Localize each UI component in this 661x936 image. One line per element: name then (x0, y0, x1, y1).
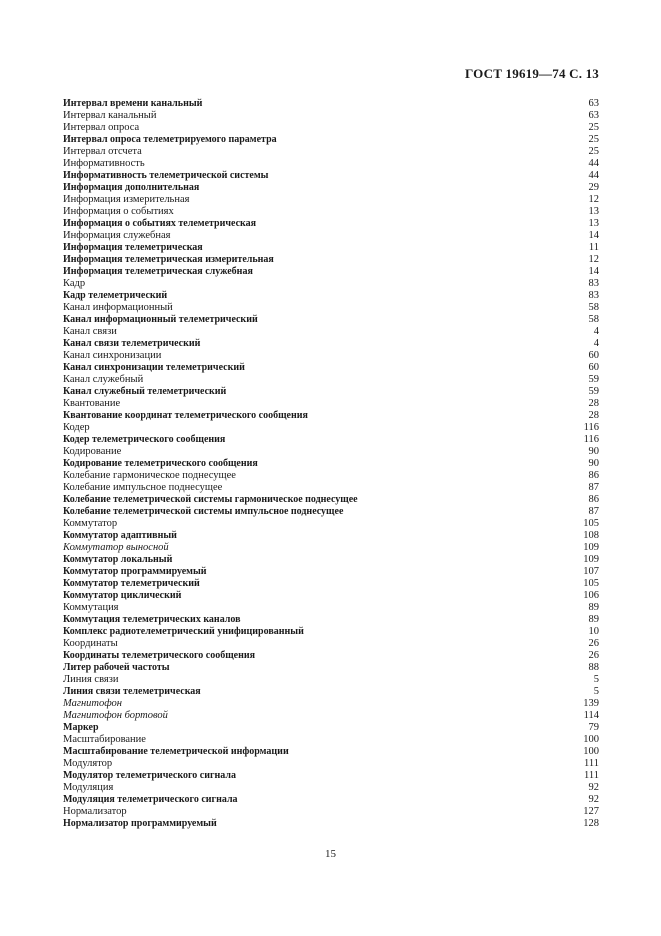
index-page-ref: 83 (588, 278, 599, 289)
index-page-ref: 13 (588, 206, 599, 217)
index-term: Колебание телеметрической системы гармоническое поднесущее (63, 494, 358, 505)
index-entry (63, 734, 599, 746)
index-entry (63, 254, 599, 266)
index-entry (63, 170, 599, 182)
index-entry (63, 194, 599, 206)
index-page-ref: 60 (588, 362, 599, 373)
index-page-ref: 127 (583, 806, 599, 817)
index-entry (63, 566, 599, 578)
index-entry (63, 578, 599, 590)
index-page-ref: 86 (588, 494, 599, 505)
index-entry (63, 722, 599, 734)
index-entry (63, 350, 599, 362)
index-term: Коммутатор (63, 518, 118, 529)
index-entry (63, 506, 599, 518)
index-term: Масштабирование (63, 734, 146, 745)
index-term: Кодер телеметрического сообщения (63, 434, 226, 445)
index-entry (63, 590, 599, 602)
index-page-ref: 139 (583, 698, 599, 709)
index-term: Канал синхронизации телеметрический (63, 362, 245, 373)
index-entry (63, 662, 599, 674)
index-entry (63, 758, 599, 770)
index-page-ref: 25 (588, 146, 599, 157)
index-entry (63, 650, 599, 662)
index-page-ref: 108 (583, 530, 599, 541)
index-term: Модулятор телеметрического сигнала (63, 770, 236, 781)
index-term: Коммутатор выносной (63, 542, 169, 553)
index-page-ref: 87 (588, 506, 599, 517)
index-page-ref: 5 (593, 686, 599, 697)
index-term: Коммутатор локальный (63, 554, 173, 565)
index-page-ref: 44 (588, 170, 599, 181)
index-entry (63, 518, 599, 530)
index-page-ref: 26 (588, 650, 599, 661)
index-entry (63, 338, 599, 350)
index-page-ref: 116 (583, 422, 599, 433)
index-term: Кадр телеметрический (63, 290, 168, 301)
index-entry (63, 410, 599, 422)
index-page-ref: 63 (588, 98, 599, 109)
index-page-ref: 10 (588, 626, 599, 637)
index-entry (63, 182, 599, 194)
index-term: Информация служебная (63, 230, 171, 241)
index-page-ref: 114 (583, 710, 599, 721)
document-header: ГОСТ 19619—74 С. 13 (465, 66, 599, 81)
index-page-ref: 28 (588, 410, 599, 421)
index-term: Магнитофон бортовой (63, 710, 168, 721)
index-entry (63, 266, 599, 278)
index-page-ref: 111 (584, 758, 599, 769)
index-entry (63, 386, 599, 398)
index-page-ref: 86 (588, 470, 599, 481)
index-term: Модуляция телеметрического сигнала (63, 794, 238, 805)
index-entry (63, 302, 599, 314)
index-entry (63, 122, 599, 134)
index-page-ref: 25 (588, 122, 599, 133)
index-term: Квантование координат телеметрического сообщения (63, 410, 308, 421)
index-term: Кадр (63, 278, 86, 289)
index-entry (63, 530, 599, 542)
index-entry (63, 782, 599, 794)
index-term: Интервал времени канальный (63, 98, 203, 109)
index-term: Масштабирование телеметрической информации (63, 746, 289, 757)
index-entry (63, 698, 599, 710)
index-page-ref: 14 (588, 230, 599, 241)
index-entry (63, 446, 599, 458)
index-entry (63, 398, 599, 410)
index-page-ref: 11 (588, 242, 599, 253)
index-page-ref: 4 (593, 338, 599, 349)
index-page-ref: 128 (583, 818, 599, 829)
index-page-ref: 83 (588, 290, 599, 301)
index-entry (63, 674, 599, 686)
index-entry (63, 818, 599, 830)
index-entry (63, 206, 599, 218)
index-page-ref: 59 (588, 374, 599, 385)
index-entry (63, 710, 599, 722)
index-entry (63, 746, 599, 758)
index-entry (63, 278, 599, 290)
index-term: Интервал канальный (63, 110, 157, 121)
index-entry (63, 626, 599, 638)
index-entry (63, 806, 599, 818)
index-page-ref: 109 (583, 542, 599, 553)
index-page-ref: 14 (588, 266, 599, 277)
index-entry (63, 230, 599, 242)
index-term: Интервал опроса (63, 122, 140, 133)
index-entry (63, 98, 599, 110)
index-term: Канал связи (63, 326, 117, 337)
index-entry (63, 290, 599, 302)
index-term: Информативность (63, 158, 145, 169)
index-page-ref: 26 (588, 638, 599, 649)
index-entry (63, 542, 599, 554)
index-page-ref: 89 (588, 602, 599, 613)
index-term: Коммутатор адаптивный (63, 530, 177, 541)
index-term: Информация телеметрическая (63, 242, 203, 253)
index-page-ref: 25 (588, 134, 599, 145)
index-page-ref: 106 (583, 590, 599, 601)
index-term: Канал служебный (63, 374, 144, 385)
index-entry (63, 470, 599, 482)
index-entry (63, 374, 599, 386)
index-entry (63, 482, 599, 494)
index-page-ref: 90 (588, 458, 599, 469)
index-term: Коммутатор программируемый (63, 566, 207, 577)
index-page-ref: 109 (583, 554, 599, 565)
index-page-ref: 92 (588, 794, 599, 805)
index-entry (63, 110, 599, 122)
index-term: Канал информационный телеметрический (63, 314, 258, 325)
index-page-ref: 89 (588, 614, 599, 625)
index-page-ref: 29 (588, 182, 599, 193)
index-page-ref: 105 (583, 518, 599, 529)
index-page-ref: 28 (588, 398, 599, 409)
index-term: Кодирование (63, 446, 122, 457)
index-term: Модулятор (63, 758, 113, 769)
index-entry (63, 134, 599, 146)
index-term: Информация телеметрическая измерительная (63, 254, 274, 265)
index-term: Коммутатор циклический (63, 590, 182, 601)
index-page-ref: 100 (583, 746, 599, 757)
index-page-ref: 88 (588, 662, 599, 673)
index-entry (63, 638, 599, 650)
index-term: Координаты телеметрического сообщения (63, 650, 256, 661)
index-page-ref: 60 (588, 350, 599, 361)
index-entry (63, 242, 599, 254)
index-entry (63, 314, 599, 326)
index-page-ref: 111 (584, 770, 599, 781)
index-page-ref: 5 (593, 674, 599, 685)
index-page-ref: 105 (583, 578, 599, 589)
index-term: Нормализатор программируемый (63, 818, 217, 829)
index-entry (63, 158, 599, 170)
index-term: Информация телеметрическая служебная (63, 266, 253, 277)
index-page-ref: 4 (593, 326, 599, 337)
index-term: Колебание телеметрической системы импульсное поднесущее (63, 506, 344, 517)
index-term: Коммутация телеметрических каналов (63, 614, 241, 625)
index-term: Канал связи телеметрический (63, 338, 201, 349)
index-term: Коммутатор телеметрический (63, 578, 200, 589)
index-term: Литер рабочей частоты (63, 662, 170, 673)
index-entry (63, 326, 599, 338)
index-page-ref: 79 (588, 722, 599, 733)
index-page-ref: 13 (588, 218, 599, 229)
index-term: Коммутация (63, 602, 119, 613)
index-term: Колебание импульсное поднесущее (63, 482, 223, 493)
index-page-ref: 90 (588, 446, 599, 457)
index-term: Интервал опроса телеметрируемого параметра (63, 134, 277, 145)
index-term: Комплекс радиотелеметрический унифицированный (63, 626, 304, 637)
index-term: Информация измерительная (63, 194, 190, 205)
index-entry (63, 602, 599, 614)
index-entry (63, 218, 599, 230)
index-term: Кодирование телеметрического сообщения (63, 458, 258, 469)
index-entry (63, 794, 599, 806)
index-term: Информативность телеметрической системы (63, 170, 269, 181)
index-entry (63, 614, 599, 626)
index-term: Маркер (63, 722, 99, 733)
index-term: Линия связи (63, 674, 119, 685)
index-term: Модуляция (63, 782, 114, 793)
index-term: Квантование (63, 398, 121, 409)
index-page-ref: 92 (588, 782, 599, 793)
index-term: Нормализатор (63, 806, 127, 817)
index-term: Канал синхронизации (63, 350, 162, 361)
index-entry (63, 422, 599, 434)
index-page-ref: 58 (588, 302, 599, 313)
index-page-ref: 58 (588, 314, 599, 325)
index-page-ref: 63 (588, 110, 599, 121)
index-page-ref: 59 (588, 386, 599, 397)
index-page-ref: 107 (583, 566, 599, 577)
term-index-list (63, 98, 599, 830)
index-entry (63, 458, 599, 470)
index-term: Координаты (63, 638, 118, 649)
index-term: Канал служебный телеметрический (63, 386, 227, 397)
index-entry (63, 554, 599, 566)
index-entry (63, 434, 599, 446)
index-term: Канал информационный (63, 302, 173, 313)
index-entry (63, 770, 599, 782)
index-entry (63, 362, 599, 374)
index-page-ref: 100 (583, 734, 599, 745)
index-term: Информация дополнительная (63, 182, 200, 193)
index-term: Линия связи телеметрическая (63, 686, 201, 697)
page-number: 15 (325, 848, 336, 860)
index-term: Информация о событиях (63, 206, 174, 217)
index-page-ref: 12 (588, 194, 599, 205)
index-page-ref: 87 (588, 482, 599, 493)
index-term: Интервал отсчета (63, 146, 142, 157)
index-entry (63, 686, 599, 698)
index-page-ref: 44 (588, 158, 599, 169)
index-entry (63, 494, 599, 506)
index-term: Кодер (63, 422, 90, 433)
index-page-ref: 116 (583, 434, 599, 445)
index-term: Колебание гармоническое поднесущее (63, 470, 236, 481)
index-term: Информация о событиях телеметрическая (63, 218, 257, 229)
index-entry (63, 146, 599, 158)
index-term: Магнитофон (63, 698, 123, 709)
index-page-ref: 12 (588, 254, 599, 265)
